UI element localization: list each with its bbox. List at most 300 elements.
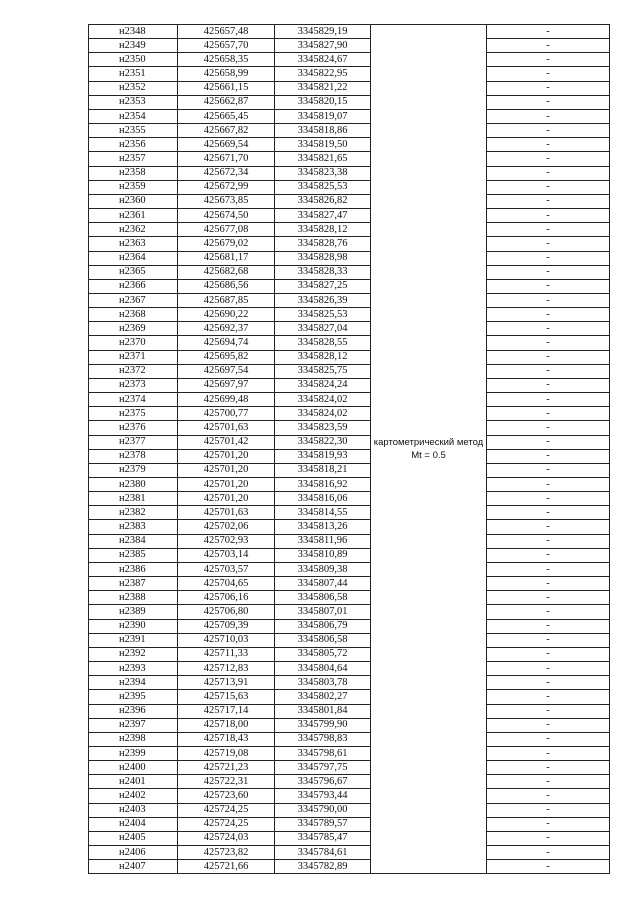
table-row [89,350,610,364]
table-row [89,492,610,506]
coordinate-x-cell: 425657,48 [178,25,275,39]
coordinate-y-cell: 3345823,38 [275,166,371,180]
point-number-cell: н2349 [89,39,178,53]
coordinate-y-cell: 3345826,82 [275,194,371,208]
point-number-cell: н2358 [89,166,178,180]
coordinate-y-cell: 3345826,39 [275,293,371,307]
table-row [89,265,610,279]
coordinate-x-cell: 425706,16 [178,591,275,605]
coordinate-y-cell: 3345818,86 [275,124,371,138]
note-cell: - [487,534,610,548]
point-number-cell: н2401 [89,775,178,789]
table-row [89,761,610,775]
coordinate-x-cell: 425701,42 [178,435,275,449]
point-number-cell: н2372 [89,364,178,378]
table-row [89,831,610,845]
table-row [89,860,610,874]
note-cell: - [487,831,610,845]
point-number-cell: н2350 [89,53,178,67]
coordinate-x-cell: 425701,20 [178,492,275,506]
point-number-cell: н2377 [89,435,178,449]
coordinate-y-cell: 3345807,44 [275,577,371,591]
coordinate-x-cell: 425697,54 [178,364,275,378]
note-cell: - [487,152,610,166]
coordinate-y-cell: 3345785,47 [275,831,371,845]
coordinate-x-cell: 425657,70 [178,39,275,53]
point-number-cell: н2386 [89,562,178,576]
coordinate-y-cell: 3345828,76 [275,237,371,251]
table-row [89,662,610,676]
point-number-cell: н2351 [89,67,178,81]
note-cell: - [487,478,610,492]
note-cell: - [487,562,610,576]
note-cell: - [487,704,610,718]
note-cell: - [487,435,610,449]
coordinates-table [88,24,610,874]
note-cell: - [487,209,610,223]
point-number-cell: н2353 [89,95,178,109]
point-number-cell: н2402 [89,789,178,803]
coordinate-x-cell: 425699,48 [178,393,275,407]
coordinate-x-cell: 425710,03 [178,633,275,647]
table-row [89,690,610,704]
point-number-cell: н2399 [89,746,178,760]
point-number-cell: н2360 [89,194,178,208]
note-cell: - [487,591,610,605]
coordinate-x-cell: 425706,80 [178,605,275,619]
point-number-cell: н2382 [89,506,178,520]
coordinate-x-cell: 425702,93 [178,534,275,548]
coordinate-y-cell: 3345813,26 [275,520,371,534]
note-cell: - [487,279,610,293]
coordinate-y-cell: 3345814,55 [275,506,371,520]
coordinates-table-body [89,25,610,874]
table-row [89,817,610,831]
coordinate-y-cell: 3345827,25 [275,279,371,293]
table-row [89,293,610,307]
point-number-cell: н2362 [89,223,178,237]
table-row [89,322,610,336]
point-number-cell: н2378 [89,449,178,463]
coordinate-x-cell: 425665,45 [178,109,275,123]
table-row [89,81,610,95]
coordinate-y-cell: 3345803,78 [275,676,371,690]
table-row [89,591,610,605]
table-row [89,548,610,562]
coordinate-x-cell: 425701,20 [178,463,275,477]
note-cell: - [487,25,610,39]
coordinate-x-cell: 425674,50 [178,209,275,223]
coordinate-x-cell: 425712,83 [178,662,275,676]
table-row [89,718,610,732]
table-row [89,223,610,237]
table-row [89,95,610,109]
method-note-cell: картометрический метод Mt = 0.5 [371,25,487,874]
table-row [89,605,610,619]
point-number-cell: н2369 [89,322,178,336]
coordinate-y-cell: 3345821,65 [275,152,371,166]
table-row [89,237,610,251]
coordinate-y-cell: 3345805,72 [275,647,371,661]
point-number-cell: н2366 [89,279,178,293]
table-row [89,251,610,265]
coordinate-y-cell: 3345806,58 [275,633,371,647]
note-cell: - [487,619,610,633]
coordinate-y-cell: 3345825,53 [275,308,371,322]
coordinate-y-cell: 3345790,00 [275,803,371,817]
coordinate-x-cell: 425682,68 [178,265,275,279]
coordinate-x-cell: 425723,60 [178,789,275,803]
coordinate-y-cell: 3345799,90 [275,718,371,732]
coordinate-y-cell: 3345806,79 [275,619,371,633]
table-row [89,732,610,746]
point-number-cell: н2392 [89,647,178,661]
coordinate-x-cell: 425703,57 [178,562,275,576]
coordinate-y-cell: 3345798,61 [275,746,371,760]
coordinate-y-cell: 3345811,96 [275,534,371,548]
point-number-cell: н2359 [89,180,178,194]
note-cell: - [487,223,610,237]
note-cell: - [487,846,610,860]
coordinate-x-cell: 425679,02 [178,237,275,251]
coordinate-x-cell: 425724,25 [178,803,275,817]
note-cell: - [487,138,610,152]
coordinate-x-cell: 425672,34 [178,166,275,180]
coordinate-y-cell: 3345797,75 [275,761,371,775]
coordinate-x-cell: 425721,66 [178,860,275,874]
point-number-cell: н2387 [89,577,178,591]
coordinate-y-cell: 3345827,04 [275,322,371,336]
table-row [89,67,610,81]
point-number-cell: н2405 [89,831,178,845]
point-number-cell: н2370 [89,336,178,350]
note-cell: - [487,265,610,279]
point-number-cell: н2367 [89,293,178,307]
coordinate-x-cell: 425658,35 [178,53,275,67]
note-cell: - [487,124,610,138]
note-cell: - [487,308,610,322]
coordinate-y-cell: 3345828,33 [275,265,371,279]
coordinate-x-cell: 425701,63 [178,421,275,435]
note-cell: - [487,718,610,732]
coordinate-x-cell: 425711,33 [178,647,275,661]
coordinate-y-cell: 3345820,15 [275,95,371,109]
note-cell: - [487,662,610,676]
coordinate-x-cell: 425701,20 [178,449,275,463]
coordinate-y-cell: 3345784,61 [275,846,371,860]
coordinate-y-cell: 3345824,24 [275,378,371,392]
note-cell: - [487,775,610,789]
note-cell: - [487,789,610,803]
coordinate-x-cell: 425661,15 [178,81,275,95]
point-number-cell: н2403 [89,803,178,817]
point-number-cell: н2380 [89,478,178,492]
point-number-cell: н2406 [89,846,178,860]
table-row [89,846,610,860]
note-cell: - [487,633,610,647]
coordinate-y-cell: 3345810,89 [275,548,371,562]
note-cell: - [487,109,610,123]
coordinate-y-cell: 3345818,21 [275,463,371,477]
table-row [89,463,610,477]
coordinate-x-cell: 425669,54 [178,138,275,152]
table-row [89,746,610,760]
note-cell: - [487,251,610,265]
coordinate-y-cell: 3345824,02 [275,407,371,421]
coordinate-y-cell: 3345821,22 [275,81,371,95]
note-cell: - [487,449,610,463]
point-number-cell: н2395 [89,690,178,704]
table-row [89,676,610,690]
coordinate-x-cell: 425681,17 [178,251,275,265]
table-row [89,25,610,39]
note-cell: - [487,39,610,53]
point-number-cell: н2384 [89,534,178,548]
coordinate-y-cell: 3345819,93 [275,449,371,463]
table-row [89,308,610,322]
table-row [89,577,610,591]
coordinate-x-cell: 425713,91 [178,676,275,690]
table-row [89,109,610,123]
table-row [89,478,610,492]
point-number-cell: н2379 [89,463,178,477]
coordinate-y-cell: 3345824,02 [275,393,371,407]
note-cell: - [487,393,610,407]
table-row [89,435,610,449]
coordinate-y-cell: 3345819,50 [275,138,371,152]
note-cell: - [487,732,610,746]
table-row [89,421,610,435]
coordinate-y-cell: 3345825,75 [275,364,371,378]
coordinate-y-cell: 3345793,44 [275,789,371,803]
table-row [89,534,610,548]
note-cell: - [487,166,610,180]
coordinate-x-cell: 425667,82 [178,124,275,138]
coordinate-y-cell: 3345829,19 [275,25,371,39]
point-number-cell: н2356 [89,138,178,152]
point-number-cell: н2396 [89,704,178,718]
coordinate-x-cell: 425697,97 [178,378,275,392]
note-cell: - [487,548,610,562]
table-row [89,562,610,576]
point-number-cell: н2373 [89,378,178,392]
table-row [89,633,610,647]
table-row [89,124,610,138]
coordinate-y-cell: 3345801,84 [275,704,371,718]
table-row [89,647,610,661]
note-cell: - [487,803,610,817]
coordinate-y-cell: 3345816,92 [275,478,371,492]
coordinate-x-cell: 425700,77 [178,407,275,421]
point-number-cell: н2357 [89,152,178,166]
coordinate-y-cell: 3345823,59 [275,421,371,435]
coordinate-y-cell: 3345828,12 [275,350,371,364]
coordinate-y-cell: 3345807,01 [275,605,371,619]
coordinate-x-cell: 425709,39 [178,619,275,633]
note-cell: - [487,817,610,831]
coordinate-y-cell: 3345782,89 [275,860,371,874]
point-number-cell: н2364 [89,251,178,265]
point-number-cell: н2375 [89,407,178,421]
coordinate-y-cell: 3345816,06 [275,492,371,506]
coordinate-x-cell: 425724,03 [178,831,275,845]
point-number-cell: н2355 [89,124,178,138]
coordinate-x-cell: 425692,37 [178,322,275,336]
coordinate-y-cell: 3345827,90 [275,39,371,53]
coordinate-x-cell: 425695,82 [178,350,275,364]
coordinate-x-cell: 425671,70 [178,152,275,166]
coordinate-x-cell: 425722,31 [178,775,275,789]
coordinate-x-cell: 425723,82 [178,846,275,860]
point-number-cell: н2352 [89,81,178,95]
note-cell: - [487,95,610,109]
coordinate-x-cell: 425658,99 [178,67,275,81]
table-row [89,506,610,520]
note-cell: - [487,421,610,435]
table-row [89,279,610,293]
table-row [89,407,610,421]
point-number-cell: н2404 [89,817,178,831]
coordinate-y-cell: 3345825,53 [275,180,371,194]
coordinate-y-cell: 3345802,27 [275,690,371,704]
note-cell: - [487,746,610,760]
coordinate-x-cell: 425673,85 [178,194,275,208]
table-row [89,53,610,67]
coordinate-x-cell: 425719,08 [178,746,275,760]
coordinate-x-cell: 425724,25 [178,817,275,831]
coordinate-y-cell: 3345789,57 [275,817,371,831]
coordinate-y-cell: 3345824,67 [275,53,371,67]
coordinate-x-cell: 425677,08 [178,223,275,237]
table-row [89,180,610,194]
note-cell: - [487,492,610,506]
note-cell: - [487,67,610,81]
coordinate-y-cell: 3345809,38 [275,562,371,576]
table-row [89,803,610,817]
coordinate-y-cell: 3345804,64 [275,662,371,676]
coordinate-y-cell: 3345819,07 [275,109,371,123]
coordinate-x-cell: 425662,87 [178,95,275,109]
point-number-cell: н2389 [89,605,178,619]
point-number-cell: н2381 [89,492,178,506]
point-number-cell: н2374 [89,393,178,407]
note-cell: - [487,647,610,661]
note-cell: - [487,180,610,194]
point-number-cell: н2363 [89,237,178,251]
point-number-cell: н2393 [89,662,178,676]
coordinate-y-cell: 3345827,47 [275,209,371,223]
note-cell: - [487,506,610,520]
note-cell: - [487,336,610,350]
coordinate-x-cell: 425687,85 [178,293,275,307]
coordinate-x-cell: 425721,23 [178,761,275,775]
coordinate-x-cell: 425702,06 [178,520,275,534]
table-row [89,336,610,350]
coordinate-x-cell: 425718,43 [178,732,275,746]
note-cell: - [487,364,610,378]
note-cell: - [487,463,610,477]
coordinate-x-cell: 425686,56 [178,279,275,293]
table-row [89,775,610,789]
coordinate-x-cell: 425704,65 [178,577,275,591]
coordinate-x-cell: 425717,14 [178,704,275,718]
note-cell: - [487,577,610,591]
point-number-cell: н2391 [89,633,178,647]
point-number-cell: н2371 [89,350,178,364]
table-row [89,520,610,534]
note-cell: - [487,690,610,704]
point-number-cell: н2354 [89,109,178,123]
coordinates-document [88,24,609,874]
table-row [89,619,610,633]
point-number-cell: н2348 [89,25,178,39]
coordinate-y-cell: 3345822,30 [275,435,371,449]
table-row [89,138,610,152]
note-cell: - [487,81,610,95]
point-number-cell: н2398 [89,732,178,746]
coordinate-y-cell: 3345828,55 [275,336,371,350]
table-row [89,152,610,166]
point-number-cell: н2394 [89,676,178,690]
note-cell: - [487,860,610,874]
table-row [89,378,610,392]
note-cell: - [487,605,610,619]
point-number-cell: н2397 [89,718,178,732]
point-number-cell: н2388 [89,591,178,605]
coordinate-y-cell: 3345828,12 [275,223,371,237]
note-cell: - [487,237,610,251]
point-number-cell: н2376 [89,421,178,435]
note-cell: - [487,322,610,336]
coordinate-y-cell: 3345796,67 [275,775,371,789]
note-cell: - [487,676,610,690]
table-row [89,209,610,223]
coordinate-x-cell: 425703,14 [178,548,275,562]
point-number-cell: н2385 [89,548,178,562]
note-cell: - [487,293,610,307]
table-row [89,39,610,53]
coordinate-x-cell: 425690,22 [178,308,275,322]
table-row [89,393,610,407]
point-number-cell: н2390 [89,619,178,633]
point-number-cell: н2361 [89,209,178,223]
note-cell: - [487,350,610,364]
coordinate-x-cell: 425672,99 [178,180,275,194]
coordinate-y-cell: 3345828,98 [275,251,371,265]
table-row [89,789,610,803]
coordinate-x-cell: 425701,20 [178,478,275,492]
point-number-cell: н2365 [89,265,178,279]
note-cell: - [487,53,610,67]
table-row [89,194,610,208]
coordinate-x-cell: 425694,74 [178,336,275,350]
table-row [89,364,610,378]
point-number-cell: н2400 [89,761,178,775]
coordinate-y-cell: 3345806,58 [275,591,371,605]
note-cell: - [487,194,610,208]
point-number-cell: н2407 [89,860,178,874]
coordinate-y-cell: 3345822,95 [275,67,371,81]
note-cell: - [487,761,610,775]
coordinate-x-cell: 425701,63 [178,506,275,520]
note-cell: - [487,520,610,534]
coordinate-x-cell: 425718,00 [178,718,275,732]
coordinate-x-cell: 425715,63 [178,690,275,704]
coordinate-y-cell: 3345798,83 [275,732,371,746]
table-row [89,166,610,180]
table-row [89,449,610,463]
point-number-cell: н2383 [89,520,178,534]
